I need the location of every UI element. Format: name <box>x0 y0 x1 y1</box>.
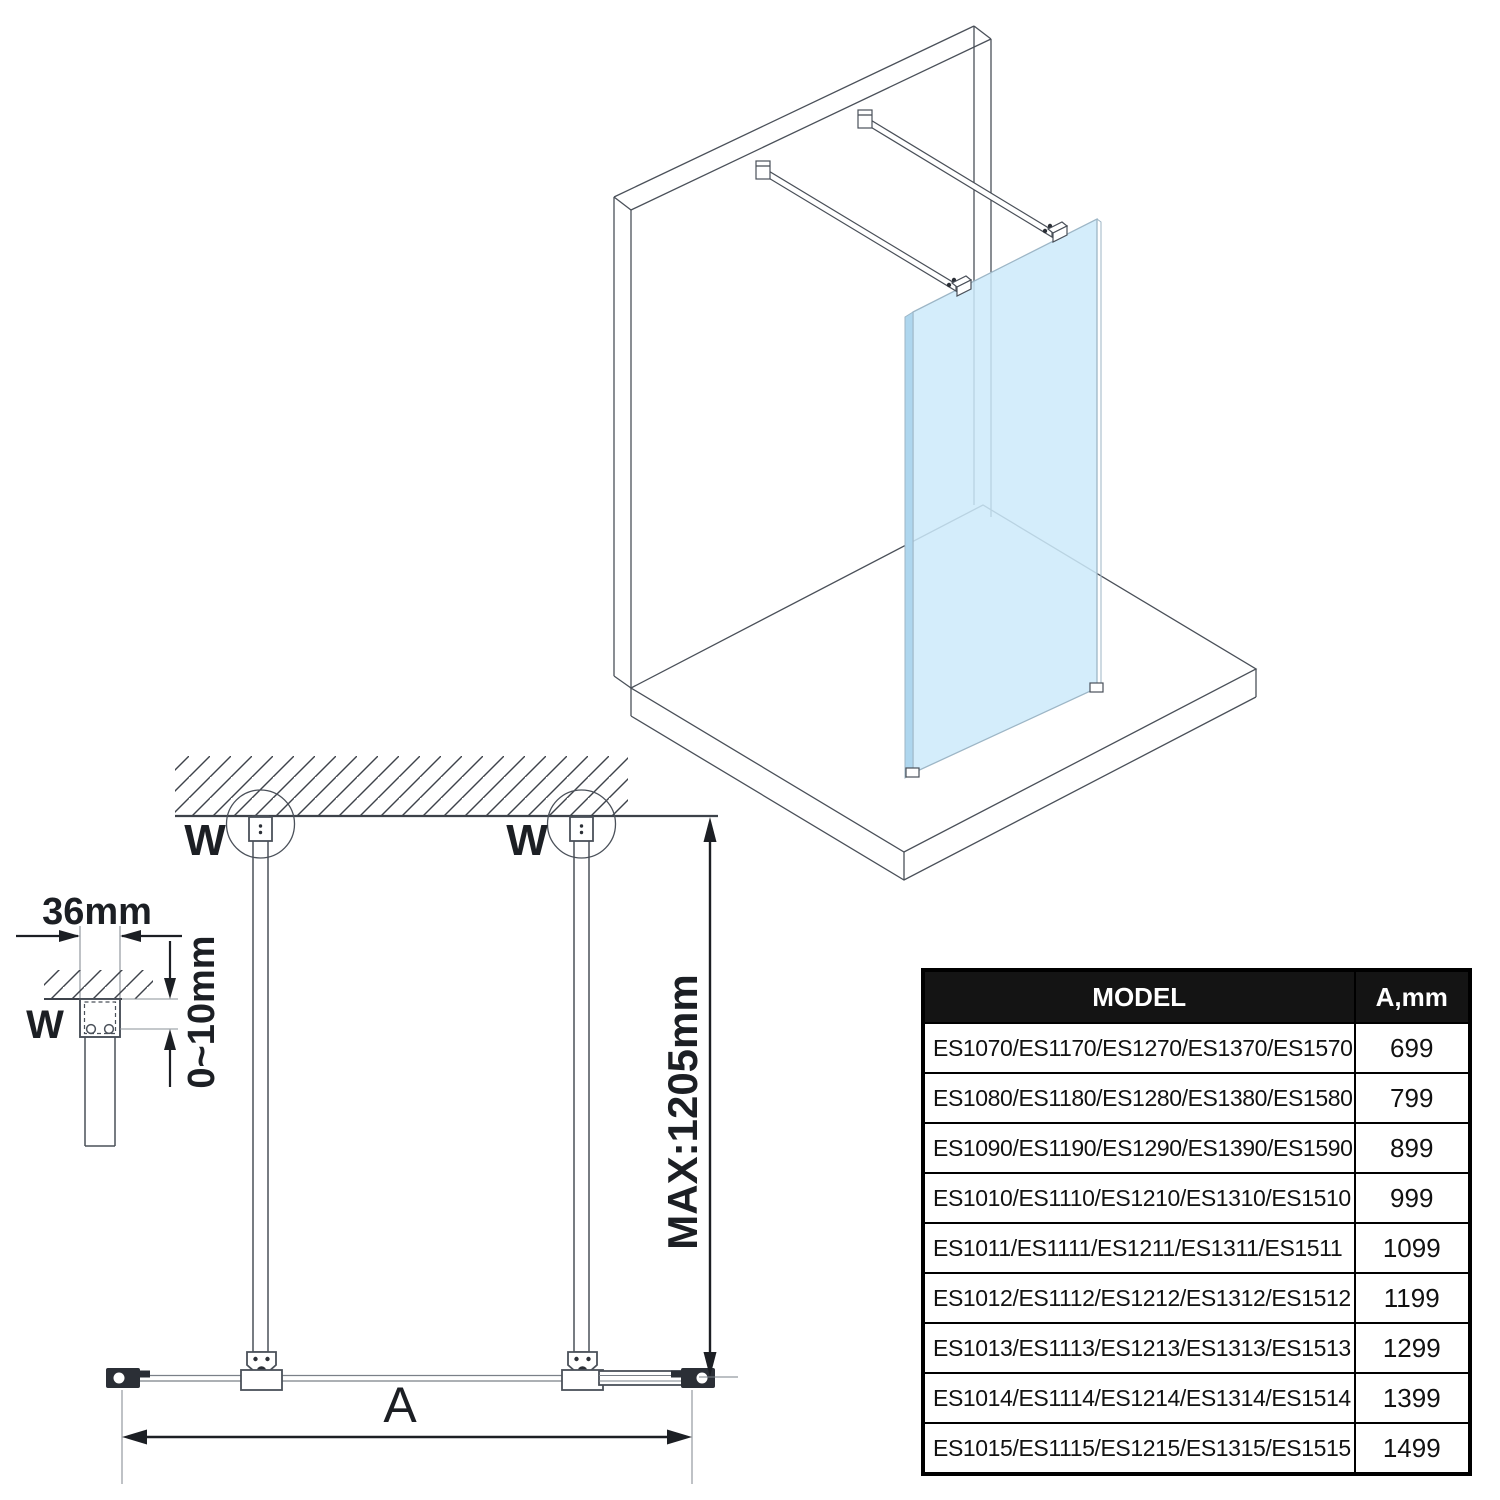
model-cell: ES1090/ES1190/ES1290/ES1390/ES1590 <box>923 1123 1355 1173</box>
model-cell: ES1015/ES1115/ES1215/ES1315/ES1515 <box>923 1423 1355 1474</box>
model-column-header: MODEL <box>923 970 1355 1023</box>
glass-foot-left <box>906 768 919 777</box>
width-a-label: A <box>383 1377 417 1433</box>
glass-foot-right <box>1090 683 1103 692</box>
wall-bracket-detail <box>80 999 120 1037</box>
table-row <box>923 1273 1470 1323</box>
wall-bracket-right <box>570 817 593 841</box>
dimension-cell: 1399 <box>1355 1373 1471 1423</box>
screw-hole-right <box>105 1025 114 1034</box>
dimension-width-a <box>122 1377 692 1484</box>
table-row <box>923 1123 1470 1173</box>
dimension-cell: 799 <box>1355 1073 1471 1123</box>
front-view <box>0 730 760 1500</box>
dimension-cell: 1199 <box>1355 1273 1471 1323</box>
table-row <box>923 1223 1470 1273</box>
dimension-cell: 1499 <box>1355 1423 1471 1474</box>
table-row <box>923 1173 1470 1223</box>
glass-panel-isometric <box>905 219 1101 778</box>
model-cell: ES1080/ES1180/ES1280/ES1380/ES1580 <box>923 1073 1355 1123</box>
support-bar-left-2d <box>227 790 295 1390</box>
model-cell: ES1013/ES1113/ES1213/ES1313/ES1513 <box>923 1323 1355 1373</box>
support-bar-far <box>858 110 1067 242</box>
bracket-width-label: 36mm <box>42 891 152 933</box>
table-row <box>923 1073 1470 1123</box>
screw-hole-left <box>87 1025 96 1034</box>
max-height-label: MAX:1205mm <box>659 974 706 1250</box>
dimension-cell: 699 <box>1355 1023 1471 1073</box>
model-cell: ES1010/ES1110/ES1210/ES1310/ES1510 <box>923 1173 1355 1223</box>
dimension-cell: 1099 <box>1355 1223 1471 1273</box>
support-bar-right-2d <box>548 790 616 1390</box>
dimension-cell: 1299 <box>1355 1323 1471 1373</box>
bar-detail <box>85 1037 115 1146</box>
model-cell: ES1012/ES1112/ES1212/ES1312/ES1512 <box>923 1273 1355 1323</box>
model-cell: ES1011/ES1111/ES1211/ES1311/ES1511 <box>923 1223 1355 1273</box>
table-row <box>923 1323 1470 1373</box>
wall-marker-left-label: W <box>184 816 226 865</box>
dimension-cell: 999 <box>1355 1173 1471 1223</box>
width-column-header: A,mm <box>1355 970 1471 1023</box>
table-row <box>923 1423 1470 1474</box>
wall-section <box>175 756 718 816</box>
model-cell: ES1014/ES1114/ES1214/ES1314/ES1514 <box>923 1373 1355 1423</box>
table-header-row <box>923 970 1470 1023</box>
end-cap-left <box>106 1368 150 1388</box>
glass-clamp-right <box>562 1370 603 1390</box>
model-size-table <box>921 968 1472 1476</box>
wall-marker-detail-label: W <box>26 1003 64 1047</box>
dimension-cell: 899 <box>1355 1123 1471 1173</box>
gap-dimension-label: 0~10mm <box>181 935 223 1089</box>
dimension-max-height <box>659 817 738 1377</box>
table-row <box>923 1023 1470 1073</box>
support-bar-near <box>756 161 971 296</box>
bracket-detail-view <box>16 891 223 1146</box>
wall-bracket-left <box>249 817 272 841</box>
model-cell: ES1070/ES1170/ES1270/ES1370/ES1570 <box>923 1023 1355 1073</box>
glass-clamp-left <box>241 1370 282 1390</box>
table-row <box>923 1373 1470 1423</box>
wall-marker-right-label: W <box>506 816 548 865</box>
